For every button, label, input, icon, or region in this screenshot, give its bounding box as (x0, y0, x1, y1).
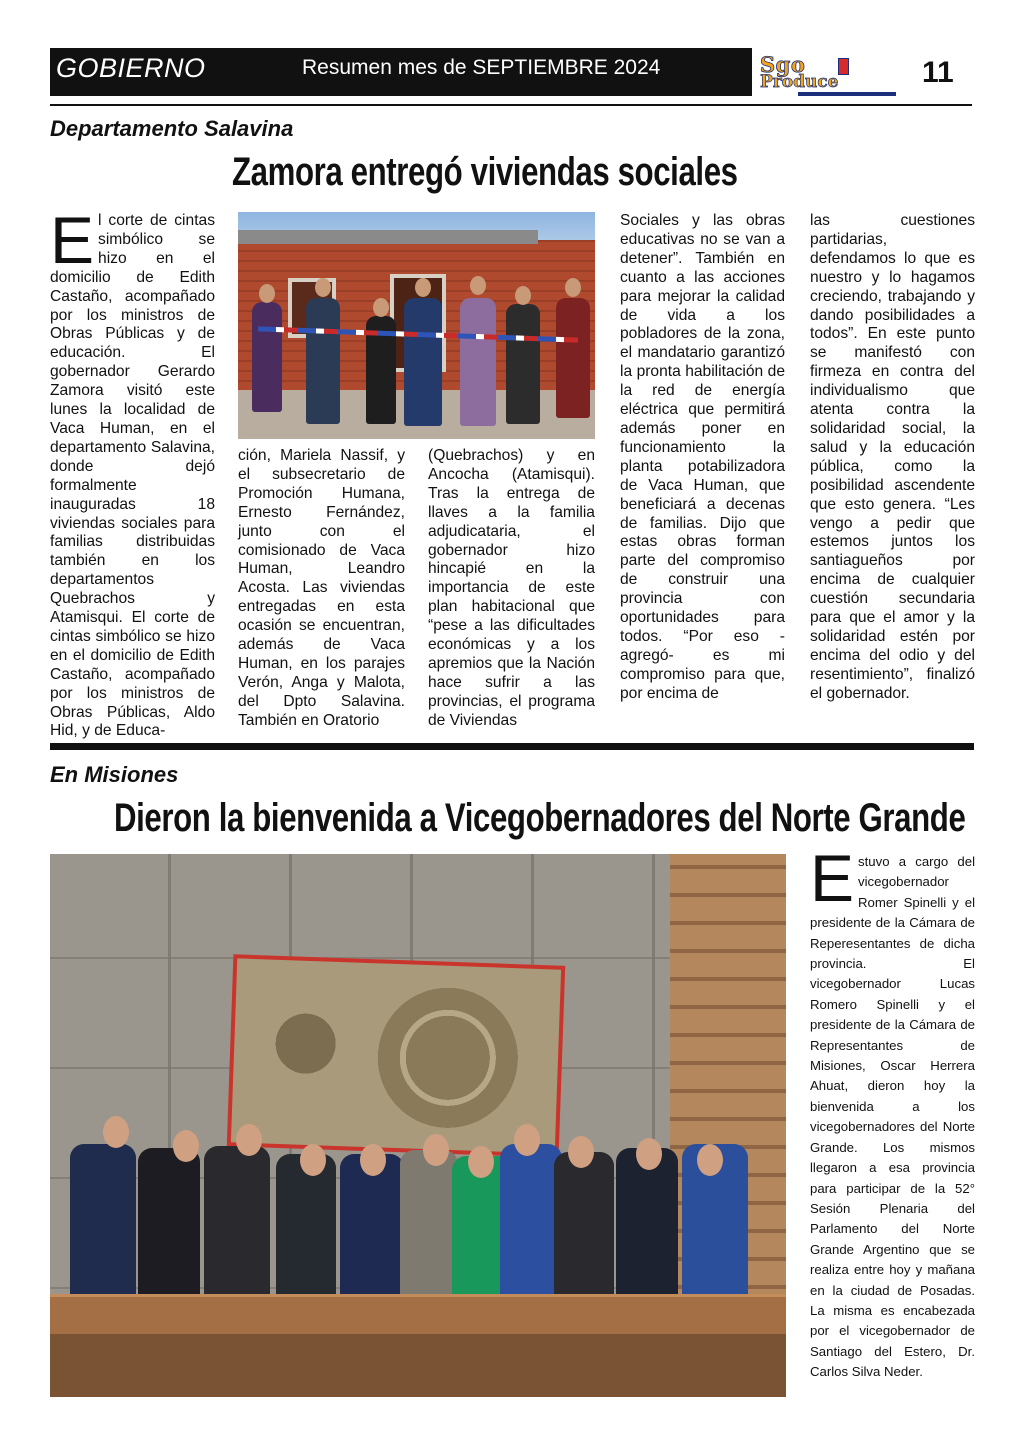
article1-text-2: ción, Mariela Nassif, y el subsecretario de Promoción Humana, Ernesto Fernández, junto con el comisionado de Vaca Human, Leandro Acosta. Las viviendas entregadas en esta ocasión se encuentran, además de Vaca Human, en los parajes Verón, Anga y Malota, del Dpto Salavina. También en Oratorio (238, 447, 405, 729)
article2-title: Dieron la bienvenida a Vicegobernadores del Norte Grande (114, 796, 966, 840)
drop-cap: E (810, 841, 855, 915)
article2-column (810, 841, 975, 1383)
header-bar (50, 48, 752, 96)
article1-column-2 (238, 447, 405, 731)
article1-column-4 (620, 212, 785, 704)
article1-column-3 (428, 447, 595, 731)
article2-photo (50, 854, 786, 1397)
article1-text-4: Sociales y las obras educativas no se van a detener”. También en cuanto a las acciones para mejorar la calidad de vida a los pobladores de la zona, el mandatario garantizó la pronta habilitación de la red de energía eléctrica que permitirá además poner en funcionamiento la planta potabilizadora de Vaca Human, que beneficiará a decenas de familias. Dijo que estas obras forman parte del compromiso de construir una provincia con oportunidades para todos. “Por eso -agregó- es mi compromiso para que, por encima de (620, 212, 785, 702)
article2-text: stuvo a cargo del vicegobernador Romer Spinelli y el presidente de la Cámara de Reperesentantes de dicha provincia. El vicegobernador Lucas Romero Spinelli y el presidente de la Cámara de Representantes de Misiones, Oscar Herrera Ahuat, dieron hoy la bienvenida a los vicegobernadores del Norte Grande. Los mismos llegaron a esa provincia para participar de la 52° Sesión Plenaria del Parlamento del Norte Grande Argentino que se realiza entre hoy y mañana en la ciudad de Posadas. La misma es encabezada por el vicegobernador de Santiago del Estero, Dr. Carlos Silva Neder. (810, 854, 975, 1380)
page-number: 11 (922, 56, 954, 89)
logo-text-bottom: Produce (760, 72, 839, 92)
article1-title: Zamora entregó viviendas sociales (232, 150, 738, 194)
article1-column-1 (50, 203, 215, 741)
logo-text-top: Sgo (760, 52, 806, 77)
header-divider (50, 104, 972, 106)
logo-underline (798, 92, 896, 96)
article1-text-5: las cuestiones partidarias, defendamos lo que es nuestro y lo hagamos creciendo, trabajando y dando posibilidades a todos”. En este punto se manifestó con firmeza en contra del individualismo que atenta contra la solidaridad social, la salud y la educación pública, como la posibilidad ascendente que esto genera. “Les vengo a pedir que estemos juntos los santiagueños por encima de cualquier cuestión secundaria para que el amor y la solidaridad estén por encima del odio y del resentimiento”, finalizó el gobernador. (810, 212, 975, 702)
sgo-produce-logo (758, 52, 908, 96)
article2-kicker: En Misiones (50, 762, 179, 787)
article1-column-5 (810, 212, 975, 704)
article1-text-1: l corte de cintas simbólico se hizo en el domicilio de Edith Castaño, acompañado por los ministros de Obras Públicas y de educación. El gobernador Gerardo Zamora visitó este lunes la localidad de Vaca Human, en el departamento Salavina, donde dejó formalmente inauguradas 18 viviendas sociales para familias distribuidas también en los departamentos Quebrachos y Atamisqui. El corte de cintas simbólico se hizo en el domicilio de Edith Castaño, acompañado por los ministros de Obras Públicas, Aldo Hid, y de Educa- (50, 212, 215, 740)
article1-photo (238, 212, 595, 439)
section-label: GOBIERNO (56, 53, 206, 83)
drop-cap: E (50, 203, 95, 277)
flag-icon (838, 58, 849, 75)
issue-summary: Resumen mes de SEPTIEMBRE 2024 (302, 56, 661, 79)
section-divider (50, 743, 974, 750)
article1-kicker: Departamento Salavina (50, 116, 294, 141)
article1-text-3: (Quebrachos) y en Ancocha (Atamisqui). Tras la entrega de llaves a la familia adjudicataria, el gobernador hizo hincapié en la importancia de este plan habitacional que “pese a las dificultades económicas y a los apremios que la Nación hace sufrir a las provincias, el programa de Viviendas (428, 447, 595, 729)
